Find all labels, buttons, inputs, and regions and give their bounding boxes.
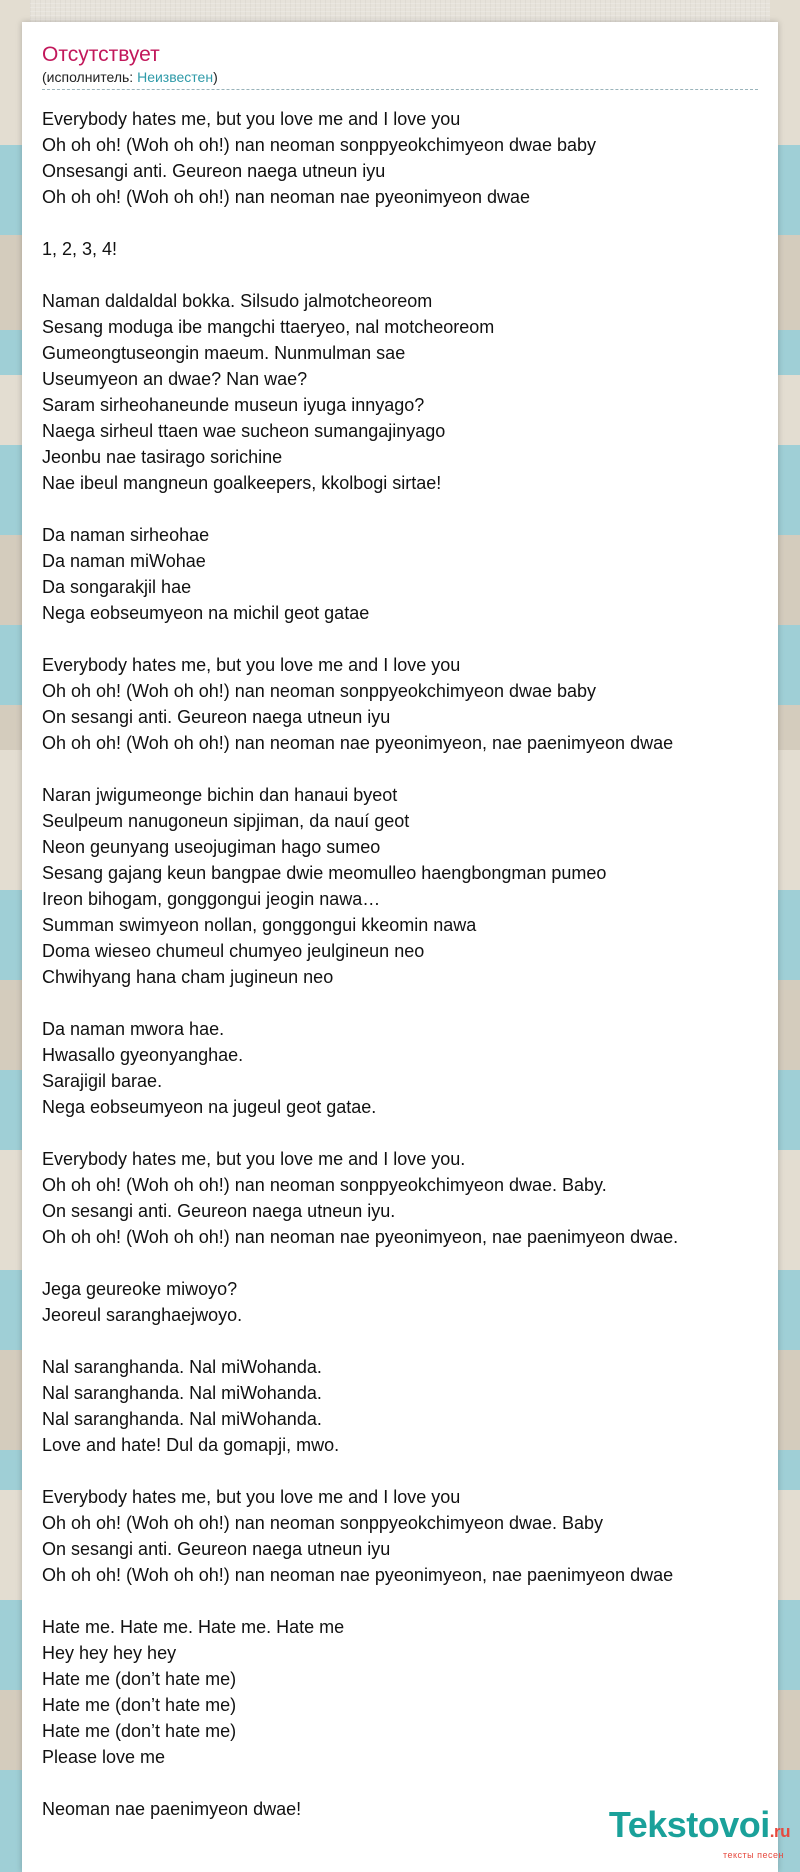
logo-wordmark [608, 1804, 790, 1850]
stanza [42, 1484, 772, 1588]
artist-line [42, 68, 758, 90]
lyric-line: Love and hate! Dul da gomapji, mwo. [42, 1435, 340, 1455]
lyric-line: Hate me (don’t hate me) [42, 1669, 237, 1689]
stanza [42, 522, 772, 626]
lyrics-body [42, 106, 772, 1848]
lyric-line: Everybody hates me, but you love me and I love you [42, 109, 461, 129]
lyric-line: Everybody hates me, but you love me and I love you. [42, 1149, 466, 1169]
lyric-line: Jeonbu nae tasirago sorichine [42, 447, 283, 467]
lyric-line: Naman daldaldal bokka. Silsudo jalmotcheoreom [42, 291, 433, 311]
lyric-line: Oh oh oh! (Woh oh oh!) nan neoman nae pyeonimyeon, nae paenimyeon dwae [42, 1565, 674, 1585]
song-title: Отсутствует [42, 43, 160, 66]
lyric-line: Oh oh oh! (Woh oh oh!) nan neoman sonppyeokchimyeon dwae. Baby. [42, 1175, 607, 1195]
stanza [42, 1016, 772, 1120]
lyric-line: Seulpeum nanugoneun sipjiman, da nauí geot [42, 811, 410, 831]
lyric-line: Chwihyang hana cham jugineun neo [42, 967, 334, 987]
artist-prefix: (исполнитель: [42, 69, 138, 85]
lyric-line: Oh oh oh! (Woh oh oh!) nan neoman nae pyeonimyeon, nae paenimyeon dwae. [42, 1227, 679, 1247]
lyric-line: Da naman miWohae [42, 551, 206, 571]
stanza [42, 1146, 772, 1250]
lyric-line: Nal saranghanda. Nal miWohanda. [42, 1409, 322, 1429]
lyric-line: Oh oh oh! (Woh oh oh!) nan neoman nae pyeonimyeon, nae paenimyeon dwae [42, 733, 674, 753]
stanza [42, 106, 772, 210]
lyric-line: Summan swimyeon nollan, gonggongui kkeomin nawa [42, 915, 477, 935]
lyric-line: Nega eobseumyeon na jugeul geot gatae. [42, 1097, 377, 1117]
lyric-line: Nal saranghanda. Nal miWohanda. [42, 1357, 322, 1377]
stanza [42, 1614, 772, 1770]
lyric-line: Please love me [42, 1747, 166, 1767]
lyric-line: Da naman sirheohae [42, 525, 210, 545]
logo-tagline: тексты песен [722, 1850, 784, 1860]
lyrics-card [22, 22, 778, 1872]
stanza [42, 782, 772, 990]
lyric-line: Neon geunyang useojugiman hago sumeo [42, 837, 381, 857]
lyric-line: Useumyeon an dwae? Nan wae? [42, 369, 308, 389]
stanza [42, 288, 772, 496]
lyric-line: Oh oh oh! (Woh oh oh!) nan neoman nae pyeonimyeon dwae [42, 187, 530, 207]
lyric-line: Nal saranghanda. Nal miWohanda. [42, 1383, 322, 1403]
lyric-line: Da naman mwora hae. [42, 1019, 225, 1039]
artist-suffix: ) [213, 69, 218, 85]
lyric-line: Hwasallo gyeonyanghae. [42, 1045, 244, 1065]
lyric-line: Sarajigil barae. [42, 1071, 163, 1091]
lyric-line: Oh oh oh! (Woh oh oh!) nan neoman sonppyeokchimyeon dwae baby [42, 681, 597, 701]
lyric-line: Everybody hates me, but you love me and I love you [42, 655, 461, 675]
stanza [42, 236, 772, 262]
logo-tld: .ru [769, 1822, 790, 1841]
lyric-line: Nae ibeul mangneun goalkeepers, kkolbogi sirtae! [42, 473, 442, 493]
lyric-line: Hate me (don’t hate me) [42, 1721, 237, 1741]
lyric-line: Naega sirheul ttaen wae sucheon sumangajinyago [42, 421, 446, 441]
lyric-line: Jega geureoke miwoyo? [42, 1279, 238, 1299]
stanza [42, 1354, 772, 1458]
lyric-line: Jeoreul saranghaejwoyo. [42, 1305, 243, 1325]
lyric-line: Sesang moduga ibe mangchi ttaeryeo, nal motcheoreom [42, 317, 495, 337]
lyric-line: Ireon bihogam, gonggongui jeogin nawa… [42, 889, 381, 909]
lyric-line: Doma wieseo chumeul chumyeo jeulgineun neo [42, 941, 425, 961]
lyric-line: On sesangi anti. Geureon naega utneun iyu [42, 707, 391, 727]
lyric-line: Naran jwigumeonge bichin dan hanaui byeot [42, 785, 398, 805]
lyric-line: Da songarakjil hae [42, 577, 192, 597]
site-logo[interactable] [608, 1804, 790, 1860]
logo-word: Tekstovoi [608, 1804, 770, 1845]
lyric-line: Hey hey hey hey [42, 1643, 177, 1663]
stanza [42, 652, 772, 756]
lyric-line: Gumeongtuseongin maeum. Nunmulman sae [42, 343, 406, 363]
stanza [42, 1276, 772, 1328]
lyric-line: 1, 2, 3, 4! [42, 239, 118, 259]
lyric-line: Sesang gajang keun bangpae dwie meomulleo haengbongman pumeo [42, 863, 607, 883]
lyric-line: On sesangi anti. Geureon naega utneun iyu. [42, 1201, 396, 1221]
lyric-line: Saram sirheohaneunde museun iyuga innyago? [42, 395, 425, 415]
lyric-line: Onsesangi anti. Geureon naega utneun iyu [42, 161, 386, 181]
song-header [42, 42, 758, 90]
lyric-line: Hate me. Hate me. Hate me. Hate me [42, 1617, 345, 1637]
lyric-line: Everybody hates me, but you love me and I love you [42, 1487, 461, 1507]
lyric-line: On sesangi anti. Geureon naega utneun iyu [42, 1539, 391, 1559]
lyric-line: Hate me (don’t hate me) [42, 1695, 237, 1715]
artist-link[interactable]: Неизвестен [137, 69, 214, 85]
lyric-line: Neoman nae paenimyeon dwae! [42, 1799, 302, 1819]
lyric-line: Nega eobseumyeon na michil geot gatae [42, 603, 370, 623]
lyric-line: Oh oh oh! (Woh oh oh!) nan neoman sonppyeokchimyeon dwae. Baby [42, 1513, 604, 1533]
lyric-line: Oh oh oh! (Woh oh oh!) nan neoman sonppyeokchimyeon dwae baby [42, 135, 597, 155]
